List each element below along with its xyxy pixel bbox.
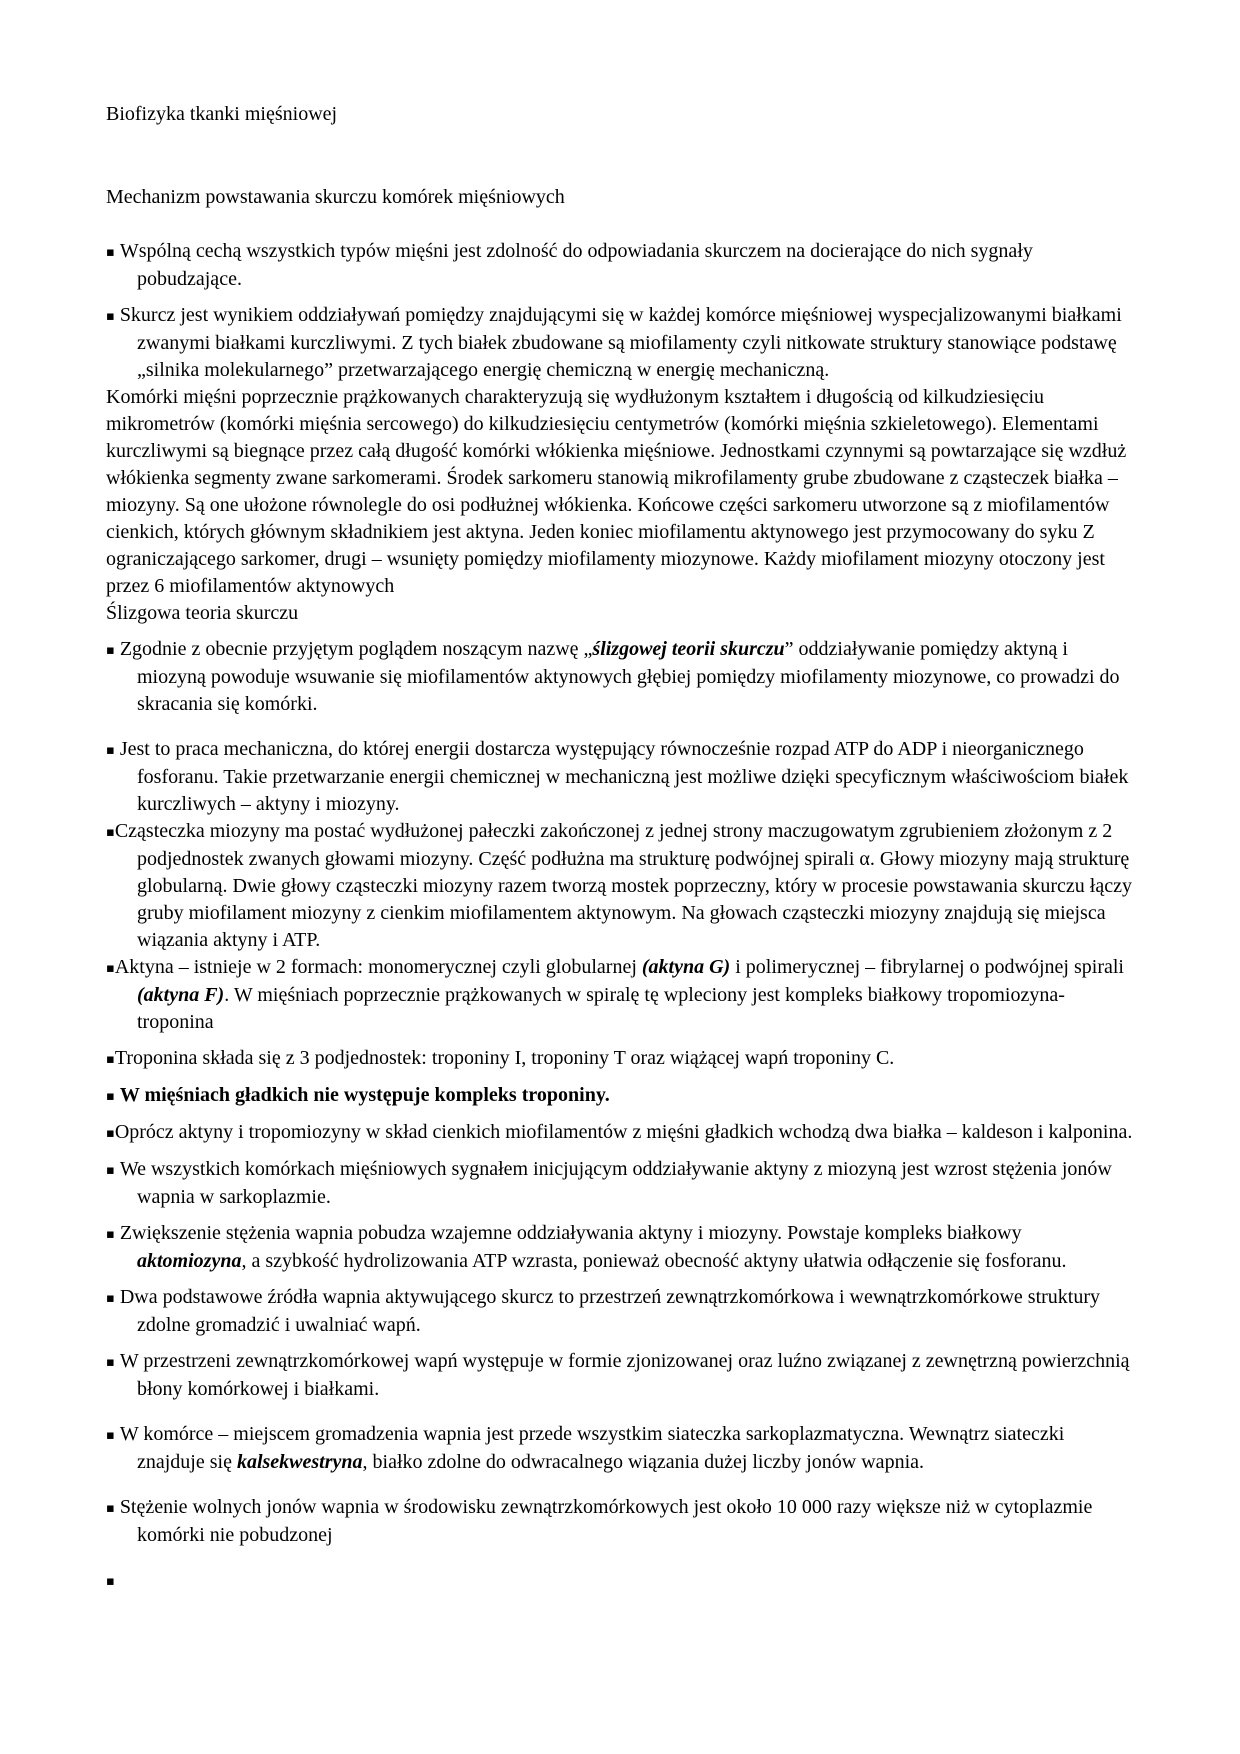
text-run: Ślizgowa teoria skurczu: [106, 602, 299, 624]
bullet-marker: ▪: [106, 1052, 115, 1067]
text-run: We wszystkich komórkach mięśniowych sygnałem inicjującym oddziaływanie aktyny z miozyną jest wzrost stężenia jonów wapnia w sarkoplazmie.: [119, 1158, 1112, 1208]
bullet-marker: ▪: [106, 825, 115, 840]
bullet-marker: ▪: [106, 245, 115, 260]
paragraph: [106, 384, 1135, 600]
bullet-marker: ▪: [106, 1126, 115, 1141]
section-heading: Mechanizm powstawania skurczu komórek mięśniowych: [106, 186, 565, 208]
bullet-item: [106, 1220, 1135, 1275]
text-run: i polimerycznej – fibrylarnej o podwójnej spirali: [730, 956, 1124, 978]
paragraph: [106, 600, 1135, 627]
bullet-marker: ▪: [106, 743, 115, 758]
bullet-marker: ▪: [106, 1227, 115, 1242]
document-body: [106, 238, 1135, 1595]
text-run: kalsekwestryna: [236, 1451, 363, 1473]
text-run: W komórce – miejscem gromadzenia wapnia jest przede wszystkim siateczka sarkoplazmatyczna. Wewnątrz siateczki znajduje się: [119, 1423, 1065, 1473]
bullet-item: [106, 1567, 1135, 1595]
bullet-marker: ▪: [106, 961, 115, 976]
bullet-item: [106, 1494, 1135, 1549]
text-run: , białko zdolne do odwracalnego wiązania dużej liczby jonów wapnia.: [362, 1451, 924, 1473]
text-run: Dwa podstawowe źródła wapnia aktywującego skurcz to przestrzeń zewnątrzkomórkowa i wewnątrzkomórkowe struktury zdolne gromadzić i uwalniać wapń.: [119, 1286, 1101, 1336]
bullet-item: [106, 1421, 1135, 1476]
document-title: Biofizyka tkanki mięśniowej: [106, 103, 338, 125]
bullet-item: [106, 1348, 1135, 1403]
text-run: ślizgowej teorii skurczu: [592, 638, 785, 660]
bullet-marker: ▪: [106, 1428, 115, 1443]
bullet-marker: ▪: [106, 1574, 115, 1589]
bullet-item: [106, 302, 1135, 384]
text-run: Oprócz aktyny i tropomiozyny w skład cienkich miofilamentów z mięśni gładkich wchodzą dwa białka – kaldeson i kalponina.: [114, 1121, 1133, 1143]
text-run: W przestrzeni zewnątrzkomórkowej wapń występuje w formie zjonizowanej oraz luźno związanej z zewnętrzną powierzchnią błony komórkowej i białkami.: [119, 1350, 1130, 1400]
bullet-item: [106, 736, 1135, 818]
bullet-marker: ▪: [106, 1501, 115, 1516]
bullet-item: [106, 636, 1135, 718]
bullet-item: [106, 1045, 1135, 1073]
text-run: Stężenie wolnych jonów wapnia w środowisku zewnątrzkomórkowych jest około 10 000 razy większe niż w cytoplazmie komórki nie pobudzonej: [119, 1496, 1093, 1546]
text-run: , a szybkość hydrolizowania ATP wzrasta, ponieważ obecność aktyny ułatwia odłączenie się fosforanu.: [241, 1250, 1067, 1272]
text-run: Aktyna – istnieje w 2 formach: monomerycznej czyli globularnej: [114, 956, 642, 978]
text-run: ” oddziaływanie pomiędzy aktyną i miozyną powoduje wsuwanie się miofilamentów aktynowych głębiej pomiędzy miofilamenty miozynowe, co prowadzi do skracania się komórki.: [137, 638, 1120, 715]
bullet-marker: ▪: [106, 1355, 115, 1370]
bullet-item: [106, 1284, 1135, 1339]
text-run: Jest to praca mechaniczna, do której energii dostarcza występujący równocześnie rozpad ATP do ADP i nieorganicznego fosforanu. Takie przetwarzanie energii chemicznej w mechaniczną jest możliwe dzięki specyficznym właściwościom białek kurczliwych – aktyny i miozyny.: [119, 738, 1129, 815]
text-run: Cząsteczka miozyny ma postać wydłużonej pałeczki zakończonej z jednej strony maczugowatym zgrubieniem złożonym z 2 podjednostek zwanych głowami miozyny. Część podłużna ma strukturę podwójnej spirali α. Głowy miozyny mają strukturę globularną. Dwie głowy cząsteczki miozyny razem tworzą mostek poprzeczny, który w procesie powstawania skurczu łączy gruby miofilament miozyny z cienkim miofilamentem aktynowym. Na głowach cząsteczki miozyny znajdują się miejsca wiązania aktyny i ATP.: [114, 820, 1132, 951]
bullet-item: [106, 1082, 1135, 1110]
bullet-marker: ▪: [106, 643, 115, 658]
bullet-item: [106, 1156, 1135, 1211]
bullet-marker: ▪: [106, 1291, 115, 1306]
bullet-item: [106, 1119, 1135, 1147]
text-run: Wspólną cechą wszystkich typów mięśni jest zdolność do odpowiadania skurczem na docierające do nich sygnały pobudzające.: [119, 240, 1033, 290]
text-run: aktomiozyna: [137, 1250, 242, 1272]
text-run: Skurcz jest wynikiem oddziaływań pomiędzy znajdującymi się w każdej komórce mięśniowej wyspecjalizowanymi białkami zwanymi białkami kurczliwymi. Z tych białek zbudowane są miofilamenty czyli nitkowate struktury stanowiące podstawę „silnika molekularnego” przetwarzającego energię chemiczną w energię mechaniczną.: [119, 304, 1122, 381]
bullet-marker: ▪: [106, 1089, 115, 1104]
bullet-marker: ▪: [106, 309, 115, 324]
text-run: (aktyna G): [641, 956, 731, 978]
bullet-item: [106, 954, 1135, 1036]
text-run: . W mięśniach poprzecznie prążkowanych w spiralę tę wpleciony jest kompleks białkowy tropomiozyna-troponina: [137, 984, 1065, 1033]
text-run: W mięśniach gładkich nie występuje kompleks troponiny.: [119, 1084, 610, 1106]
bullet-item: [106, 818, 1135, 954]
bullet-marker: ▪: [106, 1163, 115, 1178]
text-run: Komórki mięśni poprzecznie prążkowanych charakteryzują się wydłużonym kształtem i długością od kilkudziesięciu mikrometrów (komórki mięśnia sercowego) do kilkudziesięciu centymetrów (komórki mięśnia szkieletowego). Elementami kurczliwymi są biegnące przez całą długość komórki włókienka mięśniowe. Jednostkami czynnymi są powtarzające się wzdłuż włókienka segmenty zwane sarkomerami. Środek sarkomeru stanowią mikrofilamenty grube zbudowane z cząsteczek białka – miozyny. Są one ułożone równolegle do osi podłużnej włókienka. Końcowe części sarkomeru utworzone są z miofilamentów cienkich, których głównym składnikiem jest aktyna. Jeden koniec miofilamentu aktynowego jest przymocowany do syku Z ograniczającego sarkomer, drugi – wsunięty pomiędzy miofilamenty miozynowe. Każdy miofilament miozyny otoczony jest przez 6 miofilamentów aktynowych: [106, 386, 1127, 597]
text-run: Troponina składa się z 3 podjednostek: troponiny I, troponiny T oraz wiążącej wapń troponiny C.: [114, 1047, 895, 1069]
text-run: Zgodnie z obecnie przyjętym poglądem noszącym nazwę „: [119, 638, 593, 660]
text-run: (aktyna F): [137, 984, 225, 1006]
bullet-item: [106, 238, 1135, 293]
text-run: Zwiększenie stężenia wapnia pobudza wzajemne oddziaływania aktyny i miozyny. Powstaje kompleks białkowy: [119, 1222, 1022, 1244]
